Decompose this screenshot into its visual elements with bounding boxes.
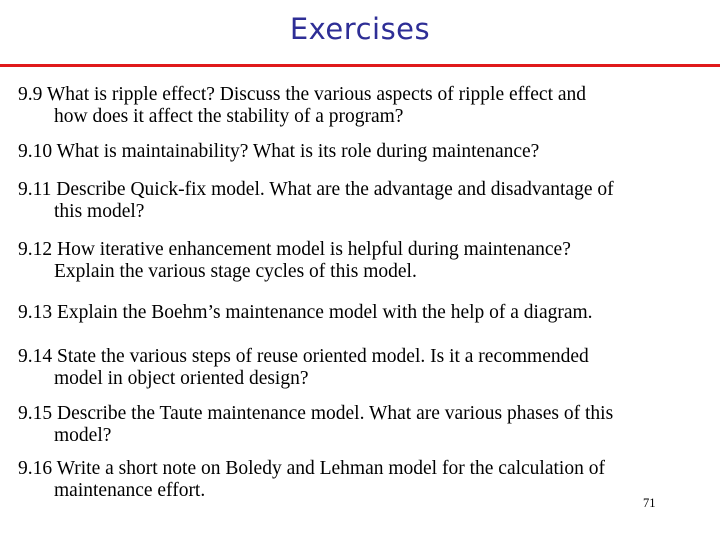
page-number: 71 bbox=[643, 496, 656, 510]
exercise-line: 9.16 Write a short note on Boledy and Lehman model for the calculation of bbox=[18, 458, 605, 479]
exercise-line: 9.11 Describe Quick-fix model. What are the advantage and disadvantage of bbox=[18, 179, 614, 200]
exercise-continuation: Explain the various stage cycles of this model. bbox=[54, 261, 417, 282]
slide-title: Exercises bbox=[289, 12, 431, 46]
exercise-continuation: this model? bbox=[54, 201, 145, 222]
exercise-9-13 bbox=[18, 302, 696, 324]
exercise-continuation: model in object oriented design? bbox=[54, 368, 309, 389]
exercise-line: 9.14 State the various steps of reuse oriented model. Is it a recommended bbox=[18, 346, 589, 367]
exercise-line: 9.9 What is ripple effect? Discuss the various aspects of ripple effect and bbox=[18, 84, 587, 105]
exercise-9-16 bbox=[18, 458, 696, 502]
exercise-continuation: how does it affect the stability of a program? bbox=[54, 106, 404, 127]
exercise-9-14 bbox=[18, 346, 696, 390]
exercise-9-15 bbox=[18, 403, 696, 447]
exercise-line: 9.13 Explain the Boehm’s maintenance model with the help of a diagram. bbox=[18, 302, 593, 323]
exercise-9-11 bbox=[18, 179, 696, 223]
exercise-line: 9.10 What is maintainability? What is its role during maintenance? bbox=[18, 141, 540, 162]
exercise-continuation: maintenance effort. bbox=[54, 480, 206, 501]
exercise-continuation: model? bbox=[54, 425, 112, 446]
exercise-9-9 bbox=[18, 84, 696, 128]
exercise-9-12 bbox=[18, 239, 696, 283]
exercise-9-10 bbox=[18, 141, 696, 163]
exercise-line: 9.12 How iterative enhancement model is helpful during maintenance? bbox=[18, 239, 571, 260]
title-divider bbox=[0, 64, 720, 67]
exercise-line: 9.15 Describe the Taute maintenance model. What are various phases of this bbox=[18, 403, 614, 424]
